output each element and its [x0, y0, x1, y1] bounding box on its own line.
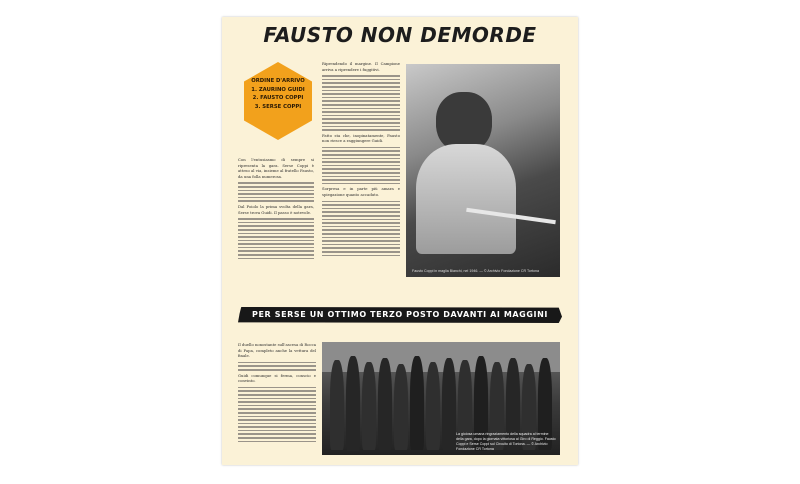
col1-second-paragraph: Dal Poiolo la prima svolta della gara, Serse trova Guidi. Il passo è notevole. [238, 203, 314, 215]
arrival-entry-2: 2. FAUSTO COPPI [252, 95, 304, 101]
bottom-second-paragraph: Guidi comunque si ferma, conscio e convinto. [238, 372, 316, 384]
bottom-intro-paragraph: Il duello nonostante sull'ascesa di Rocca di Papa, completo anche la vettura del finale. [238, 342, 316, 359]
text-column-bottom [238, 342, 316, 458]
arrival-order-box [244, 77, 312, 111]
col2-second-paragraph: Fatto sta che, inopinatamente, Fausto non riesce a raggiungere Guidi. [322, 132, 400, 144]
section-banner: PER SERSE UN OTTIMO TERZO POSTO DAVANTI AI MAGGINI [252, 310, 548, 319]
photo2-caption: La gioiosa umana ringraziamento della squadra al termine della gara, dopo la giornata vittoriosa al Giro di Reggio. Fausto Coppi e Serse Coppi sul Circuito di Tortona. — © Archivio Fondazione CR Tortona [456, 432, 556, 451]
arrival-entry-1: 1. ZAURINO GUIDI [251, 86, 305, 93]
cyclist-figure [436, 92, 492, 152]
arrival-order-heading: ORDINE D'ARRIVO [251, 78, 305, 84]
headline: FAUSTO NON DEMORDE [263, 23, 537, 47]
photo1-caption: Fausto Coppi in maglia Bianchi, nel 1946. — © Archivio Fondazione CR Tortona [412, 269, 540, 273]
col1-intro-paragraph: Con l'entusiasmo di sempre si ripresenta la gara. Serse Coppi è atteso al via, insieme al fratello Fausto, da una folla numerosa. [238, 157, 314, 179]
group-photo [322, 342, 560, 455]
arrival-entry-3: 3. SERSE COPPI [254, 103, 302, 110]
text-column-2 [322, 61, 400, 301]
cyclist-photo [406, 64, 560, 277]
col2-third-paragraph: Sorpresa e in parte più amara e spiegazione quanto accaduto. [322, 186, 400, 197]
cyclist-jersey [416, 144, 516, 254]
magazine-page [222, 17, 578, 465]
col2-intro-paragraph: Riprendendo il margine. Il Campione arriva a riprendere i fuggitivi. [322, 61, 400, 72]
text-column-1 [238, 157, 314, 299]
